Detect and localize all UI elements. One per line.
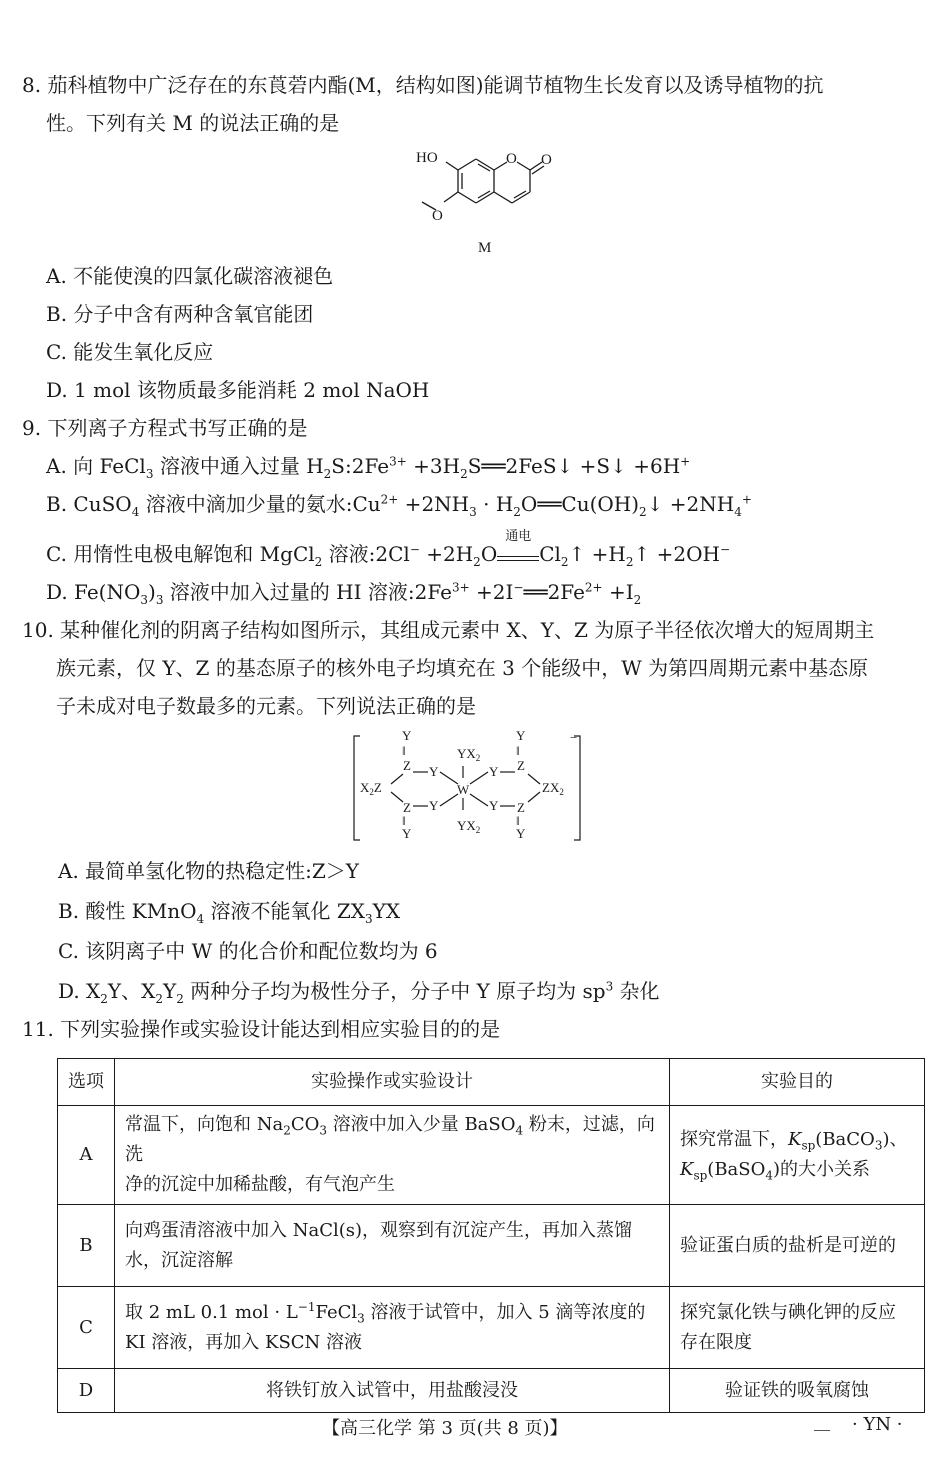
atom-y: Y xyxy=(489,798,499,813)
q10-stem-line3: 子未成对电子数最多的元素。下列说法正确的是 xyxy=(56,694,476,718)
row-option: C xyxy=(58,1287,115,1369)
q8-stem-line2: 性。下列有关 M 的说法正确的是 xyxy=(46,111,340,135)
experiment-table xyxy=(57,1058,925,1413)
q10-stem-line1: 10. 某种催化剂的阴离子结构如图所示，其组成元素中 X、Y、Z 为原子半径依次增大的短周期主 xyxy=(22,618,875,642)
atom-y: Y xyxy=(429,798,439,813)
q9-option-a: A. 向 FeCl$_3$ 溶液中通入过量 $H_2S:2Fe^{3+}$ $+3H_2S══2FeS↓$ +S↓ +6H+ xyxy=(46,454,691,481)
electrolysis-arrow: 通电 xyxy=(497,545,539,561)
atom-z: Z xyxy=(403,758,411,773)
ligand-yx2: $YX_2$ xyxy=(457,818,481,835)
row-goal: 探究氯化铁与碘化钾的反应 存在限度 xyxy=(670,1287,925,1369)
atom-y: Y xyxy=(429,764,439,779)
double-bond: ‖ xyxy=(402,743,406,758)
q9-stem: 9. 下列离子方程式书写正确的是 xyxy=(22,416,308,440)
atom-y: Y xyxy=(489,764,499,779)
metal-w: W xyxy=(457,782,470,797)
group-zx2: $ZX_2$ xyxy=(542,780,564,797)
row-option: D xyxy=(58,1369,115,1413)
atom-y: Y xyxy=(402,826,412,841)
q10-option-d: D. $X_2Y$、$X_2Y_2$ 两种分子均为极性分子，分子中 Y 原子均为 $sp^3$ 杂化 xyxy=(58,979,660,1006)
double-bond: ‖ xyxy=(402,813,406,828)
atom-y: Y xyxy=(516,826,526,841)
structure-M-figure xyxy=(410,140,570,260)
page-footer: 【高三化学 第 3 页(共 8 页)】 xyxy=(322,1418,568,1439)
header-goal: 实验目的 xyxy=(670,1059,925,1106)
carbonyl-oxygen-label: O xyxy=(541,152,552,168)
q8-option-b: B. 分子中含有两种含氧官能团 xyxy=(46,302,314,326)
atom-z: Z xyxy=(403,800,411,815)
table-row xyxy=(58,1369,925,1413)
q10-option-a: A. 最简单氢化物的热稳定性:Z＞Y xyxy=(58,859,359,883)
table-row xyxy=(58,1205,925,1287)
q10-option-c: C. 该阴离子中 W 的化合价和配位数均为 6 xyxy=(58,939,438,963)
hydroxyl-label: HO xyxy=(416,150,438,166)
atom-z: Z xyxy=(517,800,525,815)
group-x2z: $X_2Z$ xyxy=(360,780,382,797)
anion-charge: − xyxy=(570,730,578,745)
row-operation: 常温下，向饱和 $Na_2CO_3$ 溶液中加入少量 BaSO$_4$ 粉末，过滤，向洗 净的沉淀中加稀盐酸，有气泡产生 xyxy=(115,1106,670,1205)
row-goal: 验证蛋白质的盐析是可逆的 xyxy=(670,1205,925,1287)
footer-mark: · YN · xyxy=(852,1414,903,1435)
row-goal: 探究常温下，$K_{sp}(BaCO_3)$、 $K_{sp}(BaSO_4)$的大小关系 xyxy=(670,1106,925,1205)
table-row xyxy=(58,1287,925,1369)
ring-oxygen-label: O xyxy=(506,151,517,167)
header-operation: 实验操作或实验设计 xyxy=(115,1059,670,1106)
q9-option-d: D. $Fe(NO_3)_3$ 溶液中加入过量的 HI 溶液$:2Fe^{3+}$ $+2I^-══2Fe^{2+} +I_2$ xyxy=(46,580,642,607)
q10-stem-line2: 族元素，仅 Y、Z 的基态原子的核外电子均填充在 3 个能级中，W 为第四周期元素中基态原 xyxy=(56,656,869,680)
row-option: A xyxy=(58,1106,115,1205)
row-operation: 向鸡蛋清溶液中加入 NaCl(s)，观察到有沉淀产生，再加入蒸馏 水，沉淀溶解 xyxy=(115,1205,670,1287)
double-bond: ‖ xyxy=(516,813,520,828)
atom-y: Y xyxy=(402,728,412,743)
atom-y: Y xyxy=(516,728,526,743)
footer-dash xyxy=(814,1430,830,1431)
table-row xyxy=(58,1106,925,1205)
row-operation: 将铁钉放入试管中，用盐酸浸没 xyxy=(115,1369,670,1413)
q9-option-c: C. 用惰性电极电解饱和 MgCl$_2$ 溶液:2Cl− $+2H_2O$ 通电 $Cl_2↑$ $+H_2↑ +2OH^-$ xyxy=(46,529,731,569)
ligand-yx2: $YX_2$ xyxy=(457,746,481,763)
q10-option-b: B. 酸性 KMnO$_4$ 溶液不能氧化 $ZX_3YX$ xyxy=(58,899,401,926)
row-option: B xyxy=(58,1205,115,1287)
q9-option-b: B. CuSO$_4$ 溶液中滴加少量的氨水$:Cu^{2+} +2NH_3$ · $H_2O══Cu(OH)_2↓ +2NH_4^+$ xyxy=(46,492,752,519)
atom-z: Z xyxy=(517,758,525,773)
q8-stem-line1: 8. 茄科植物中广泛存在的东莨菪内酯(M，结构如图)能调节植物生长发育以及诱导植物的抗 xyxy=(22,73,824,97)
row-operation: 取 2 mL 0.1 mol · $L^{-1}FeCl_3$ 溶液于试管中，加入 5 滴等浓度的 KI 溶液，再加入 KSCN 溶液 xyxy=(115,1287,670,1369)
q8-option-d: D. 1 mol 该物质最多能消耗 2 mol NaOH xyxy=(46,378,430,402)
q8-option-a: A. 不能使溴的四氯化碳溶液褪色 xyxy=(46,264,334,288)
q11-stem: 11. 下列实验操作或实验设计能达到相应实验目的的是 xyxy=(22,1017,501,1041)
table-header-row xyxy=(58,1059,925,1106)
structure-caption: M xyxy=(478,240,492,256)
q8-option-c: C. 能发生氧化反应 xyxy=(46,340,214,364)
double-bond: ‖ xyxy=(516,743,520,758)
methoxy-oxygen-label: O xyxy=(432,208,443,224)
anion-structure-figure xyxy=(350,728,600,846)
header-option: 选项 xyxy=(58,1059,115,1106)
row-goal: 验证铁的吸氧腐蚀 xyxy=(670,1369,925,1413)
